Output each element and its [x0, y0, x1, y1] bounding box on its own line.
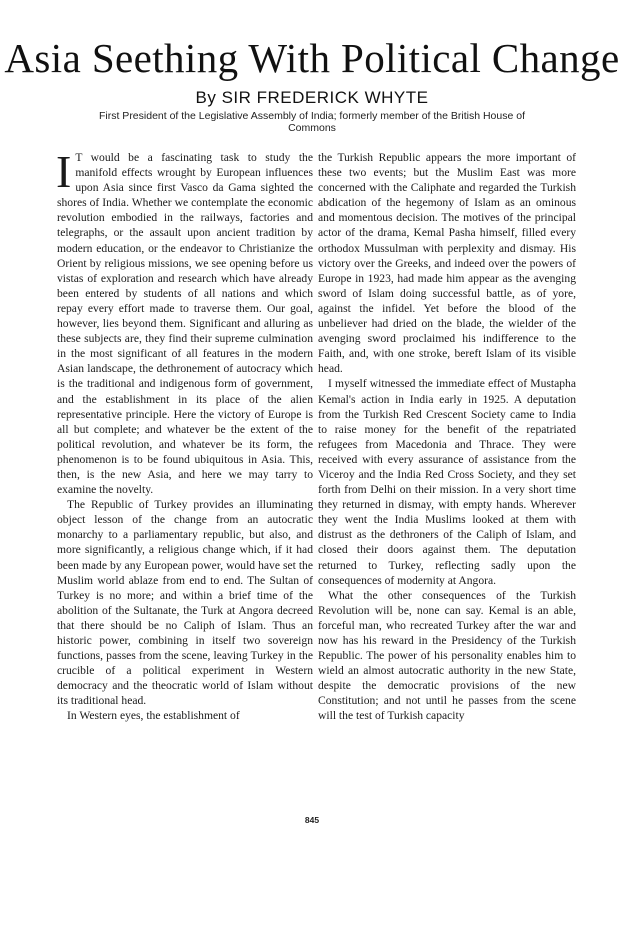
paragraph-1	[56, 146, 313, 497]
left-column	[56, 146, 313, 724]
page-number: 845	[304, 815, 320, 825]
right-column	[318, 150, 576, 724]
paragraph-1-text: T would be a fascinating task to study the manifold effects wrought by European influences upon Asia since first Vasco da Gama sighted the shores of India. Whether we contemplate the economic revolution embodied in the railways, factories and telegraphs, or the assault upon ancient tradition by modern education, or the endeavor to Christianize the Orient by religious missions, we see opening before us vistas of exploration and research which have already been entered by students of all nations and which repay every effort made to traverse them. Our goal, however, lies beyond them. Significant and alluring as these subjects are, they find their supreme culmination in the most significant of all features in the modern Asian landscape, the dethronement of autocracy which is the traditional and indigenous form of government, and the establishment in its place of the alien representative principle. Here the victory of Europe is all but complete; and whatever be the extent of the political revolution, and whatever be its form, the phenomenon is to be found ubiquitous in Asia. This, then, is the new Asia, and here we may tarry to examine the novelty.	[57, 151, 313, 497]
drop-cap: I	[56, 146, 72, 197]
paragraph-5: I myself witnessed the immediate effect of Mustapha Kemal's action in India early in 1925. A deputation from the Turkish Red Crescent Society came to India to raise money for the benefit of the repatriated refugees from Macedonia and Thrace. They were received with every assurance of assistance from the Viceroy and the India Red Cross Society, and they set forth from Delhi on their mission. In a very short time they returned in dismay, with empty hands. Wherever they went the India Muslims looked at them with distrust as the dethroners of the Caliph of Islam, and closed their doors against them. The deputation returned to Turkey, reflecting sadly upon the consequences of modernity at Angora.	[318, 377, 576, 587]
paragraph-3: In Western eyes, the establishment of	[67, 709, 240, 723]
paragraph-6: What the other consequences of the Turkish Revolution will be, none can say. Kemal is an able, forceful man, who recreated Turkey after the war and now has his reward in the Presidency of the Turkish Republic. The power of his personality enables him to wield an almost autocratic authority in the new State, despite the democratic provisions of the new Constitution; and not until he passes from the scene will the test of Turkish capacity	[318, 588, 576, 723]
article-byline: By SIR FREDERICK WHYTE	[195, 88, 429, 107]
article-title: Asia Seething With Political Change	[4, 35, 620, 81]
paragraph-4: the Turkish Republic appears the more important of these two events; but the Muslim East was more concerned with the Caliphate and regarded the Turkish abdication of the hegemony of Islam as an ominous and momentous decision. The motives of the principal actor of the drama, Kemal Pasha himself, filled every orthodox Mussulman with perplexity and dismay. His victory over the Greeks, and indeed over the powers of Europe in 1923, had made him appear as the avenging sword of Islam doing successful battle, as of yore, against the infidel. Yet before the blood of the unbeliever had dried on the blade, the wielder of the avenging sword proclaimed his indifference to the Faith, and, with one stroke, bereft Islam of its visible head.	[318, 151, 576, 376]
author-description: First President of the Legislative Assembly of India; formerly member of the British House of Commons	[98, 110, 525, 134]
paragraph-2: The Republic of Turkey provides an illuminating object lesson of the change from an autocratic monarchy to a parliamentary republic, but also, and more significantly, a religious change which, if it had been made by any European power, would have set the Muslim world ablaze from end to end. The Sultan of Turkey is no more; and within a brief time of the abolition of the Sultanate, the Turk at Angora decreed that there should be no Caliph of Islam. Thus an historic power, combining in itself two sovereign functions, passes from the scene, leaving Turkey in the crucible of a political experiment in Western democracy and the theocratic world of Islam without its traditional head.	[57, 498, 313, 708]
